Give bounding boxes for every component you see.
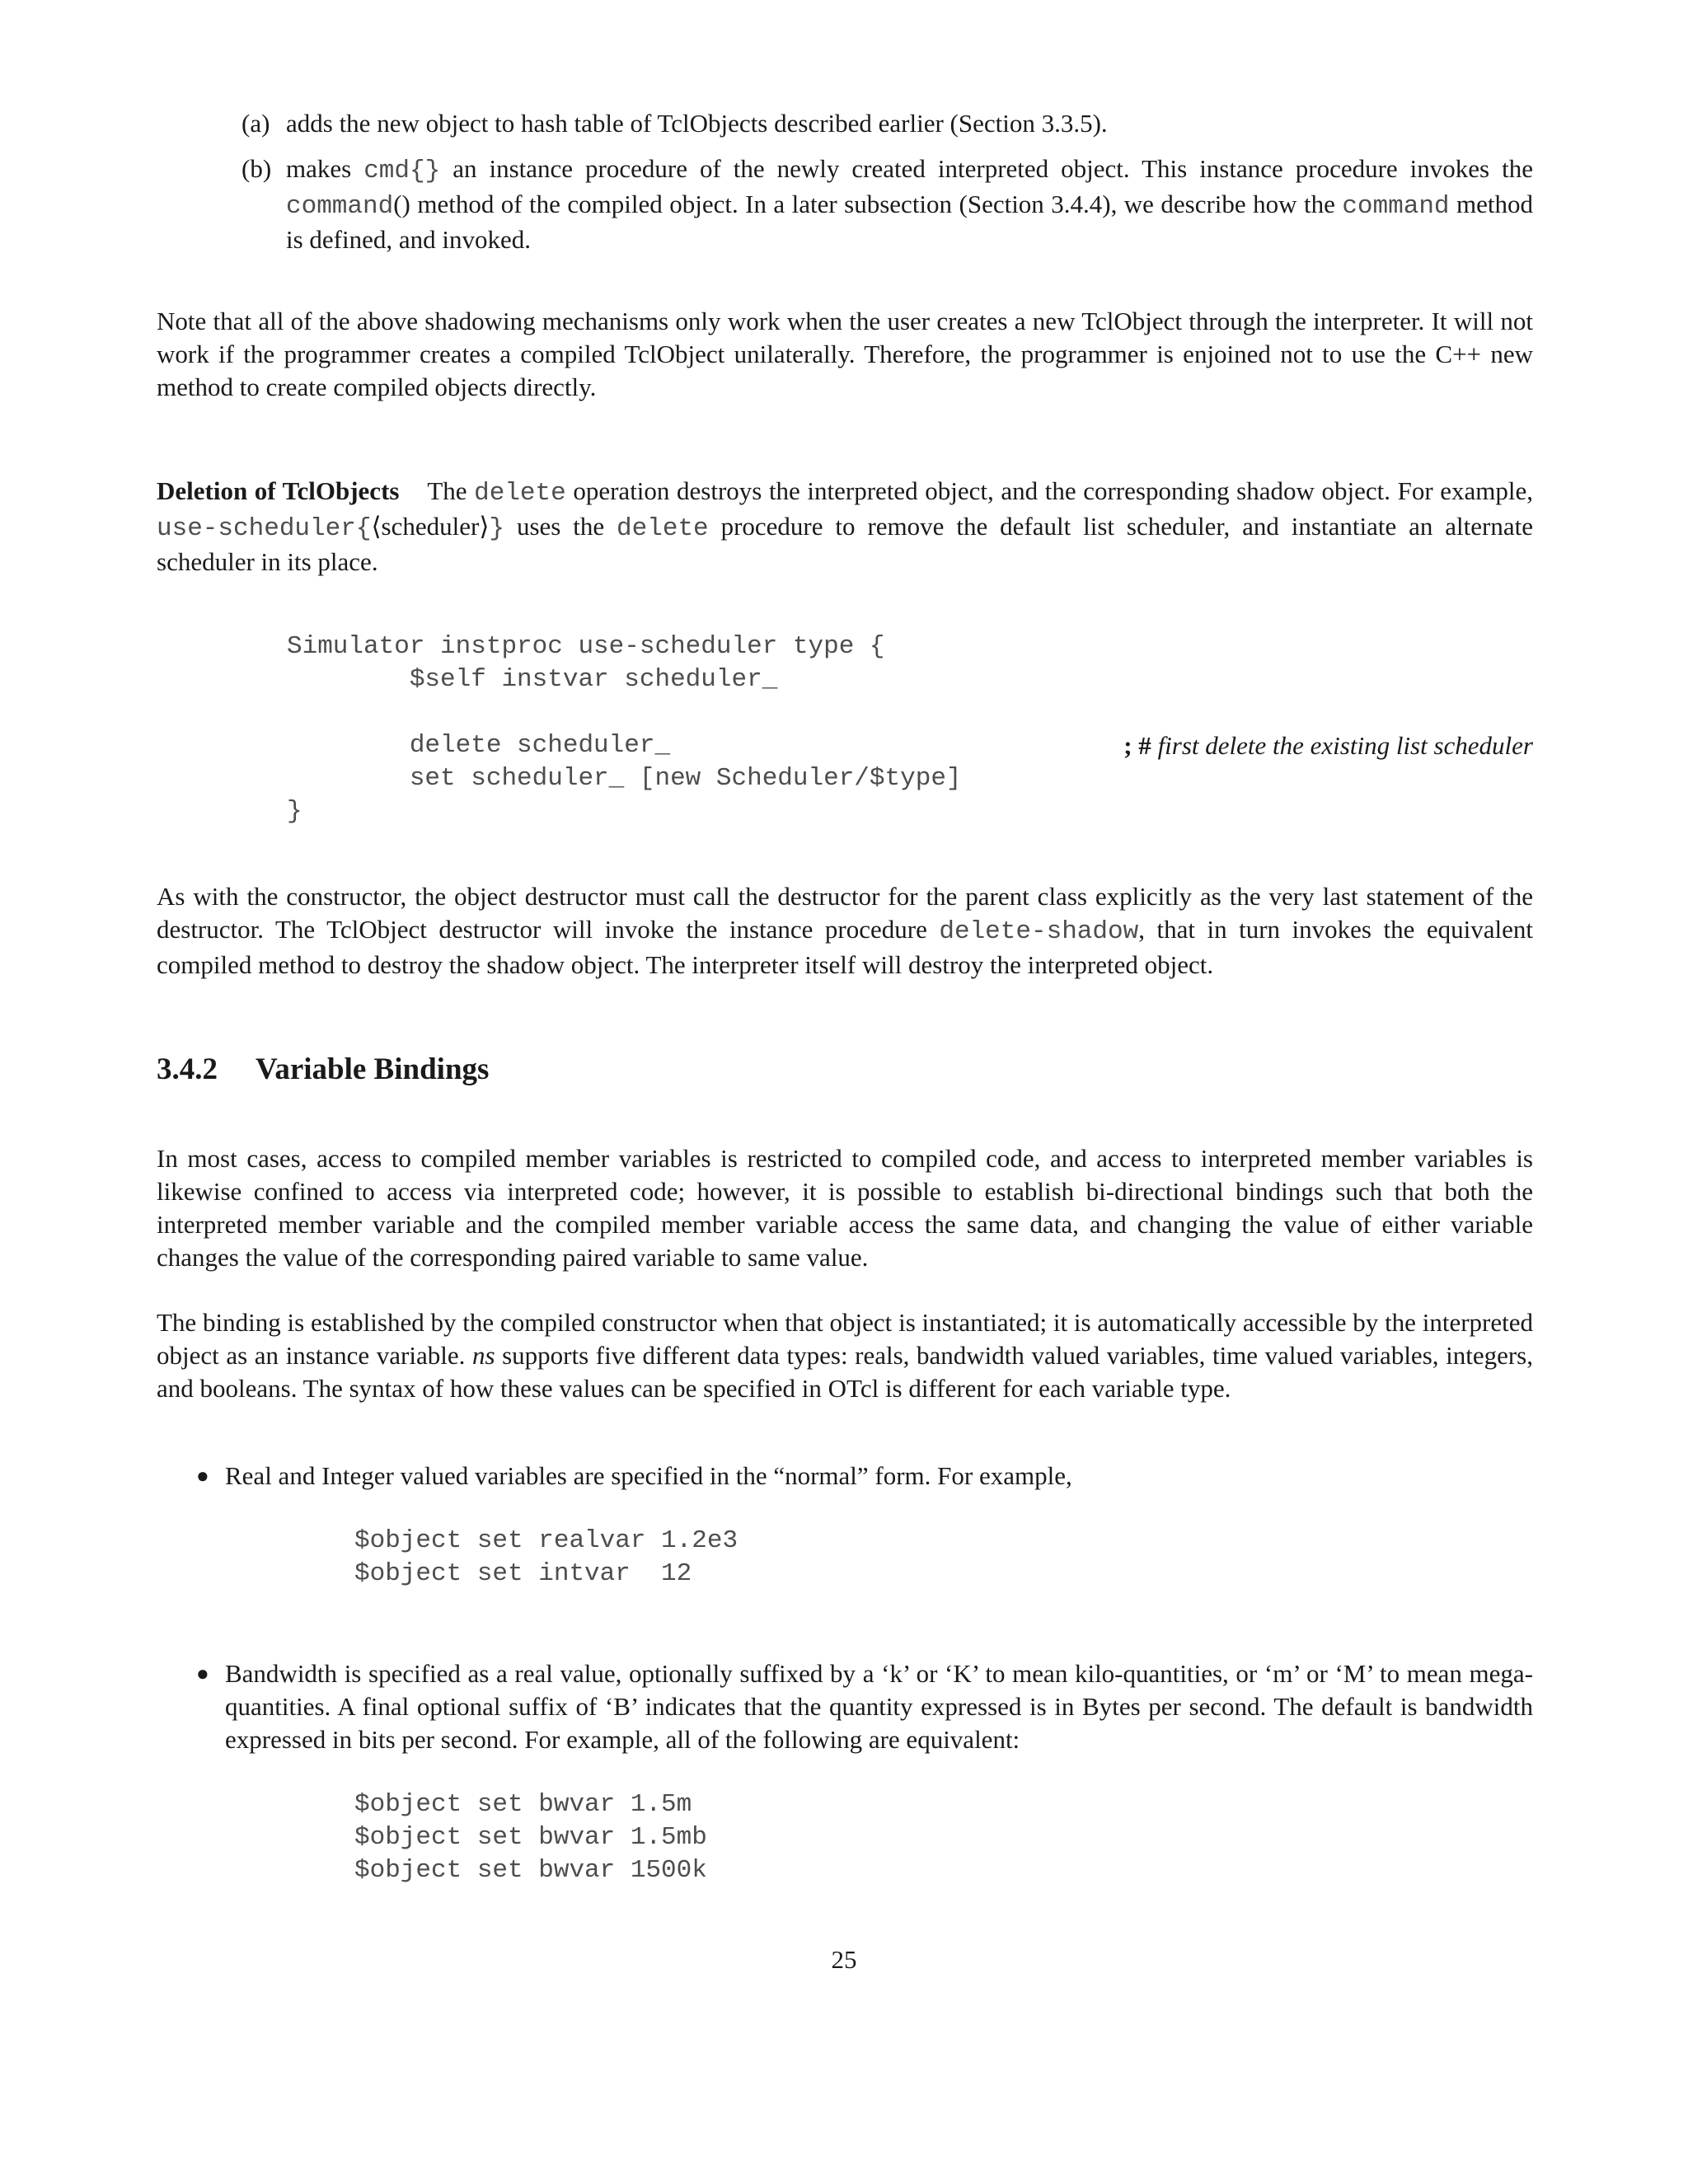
inline-code: command [1342,192,1450,221]
code-block: $object set bwvar 1.5m $object set bwvar 1.5mb $object set bwvar 1500k [354,1790,707,1885]
section-title: Variable Bindings [256,1052,490,1086]
deletion-paragraph [157,475,1533,579]
text-run: () method of the compiled object. In a later subsection (Section 3.4.4), we describe how the [393,190,1343,218]
code-line: } [287,797,302,826]
code-comment [1123,729,1533,762]
text-run: The binding is established by the compiled constructor when that object is instantiated; it is automatically accessible by the interpreted object as an instance variable. [157,1308,1533,1370]
inline-code: cmd{} [363,157,441,185]
text-run: method is defined, and invoked. [286,190,1533,254]
text-run: makes [286,154,364,183]
code-block: $object set realvar 1.2e3 $object set intvar 12 [354,1526,738,1588]
inline-code: delete [617,514,709,543]
text-run: , that in turn invokes the equivalent compiled method to destroy the shadow object. The interpreter itself will destroy the interpreted object. [157,915,1533,979]
inline-code: command [286,192,394,221]
note-paragraph: Note that all of the above shadowing mechanisms only work when the user creates a new TclObject through the interpreter. It will not work if the programmer creates a compiled TclObject unilaterally. Therefore, the programmer is enjoined not to use the C++ new method to create compiled objects directly. [157,307,1533,401]
emphasis: ns [471,1341,495,1370]
section-heading [157,1052,489,1088]
paragraph-heading: Deletion of TclObjects [157,476,400,505]
text-run: procedure to remove the default list scheduler, and instantiate an alternate scheduler in its place. [157,512,1533,576]
code-line: delete scheduler_ [287,731,671,760]
list-item-text [286,152,1533,256]
comment-marker: ; # [1123,731,1151,760]
bindings-paragraph [157,1306,1533,1405]
text-run: The [427,476,475,505]
text-run: ⟨scheduler⟩ [371,512,490,541]
text-run: uses the [504,512,617,541]
list-item-text: adds the new object to hash table of TclObjects described earlier (Section 3.3.5). [286,109,1108,138]
list-item-label: (b) [241,154,272,183]
bullet-marker: ● [196,1661,209,1685]
text-run: operation destroys the interpreted object, and the corresponding shadow object. For example, [565,476,1533,505]
bullet-marker: ● [196,1464,209,1488]
text-run: an instance procedure of the newly created interpreted object. This instance procedure invokes the [440,154,1533,183]
bullet-text: Bandwidth is specified as a real value, optionally suffixed by a ‘k’ or ‘K’ to mean kilo-quantities, or ‘m’ or ‘M’ to mean mega-quantities. A final optional suffix of ‘B’ indicates that the quantity expressed is in Bytes per second. The default is bandwidth expressed in bits per second. For example, all of the following are equivalent: [225,1659,1533,1754]
page-number: 25 [831,1945,857,1974]
list-item-label: (a) [241,109,270,138]
inline-code: delete-shadow [939,917,1139,946]
bindings-paragraph: In most cases, access to compiled member variables is restricted to compiled code, and access to interpreted member variables is likewise confined to access via interpreted code; however, it is possible to establish bi-directional bindings such that both the interpreted member variable and the compiled member variable access the same data, and changing the value of either variable changes the value of the corresponding paired variable to same value. [157,1144,1533,1272]
destructor-paragraph [157,880,1533,982]
code-line: set scheduler_ [new Scheduler/$type] [287,764,962,793]
inline-code: delete [474,479,566,508]
text-run: As with the constructor, the object destructor must call the destructor for the parent class explicitly as the very last statement of the destructor. The TclObject destructor will invoke the instance procedure [157,882,1533,944]
text-run: supports five different data types: reals, bandwidth valued variables, time valued variables, integers, and booleans. The syntax of how these values can be specified in OTcl is different for each variable type. [157,1341,1533,1403]
bullet-text: Real and Integer valued variables are specified in the “normal” form. For example, [225,1461,1072,1490]
inline-code: use-scheduler{ [157,514,372,543]
code-line: $self instvar scheduler_ [287,665,778,694]
comment-text: first delete the existing list scheduler [1157,731,1533,760]
inline-code: } [489,514,505,543]
section-number: 3.4.2 [157,1052,218,1086]
code-line: Simulator instproc use-scheduler type { [287,632,885,661]
